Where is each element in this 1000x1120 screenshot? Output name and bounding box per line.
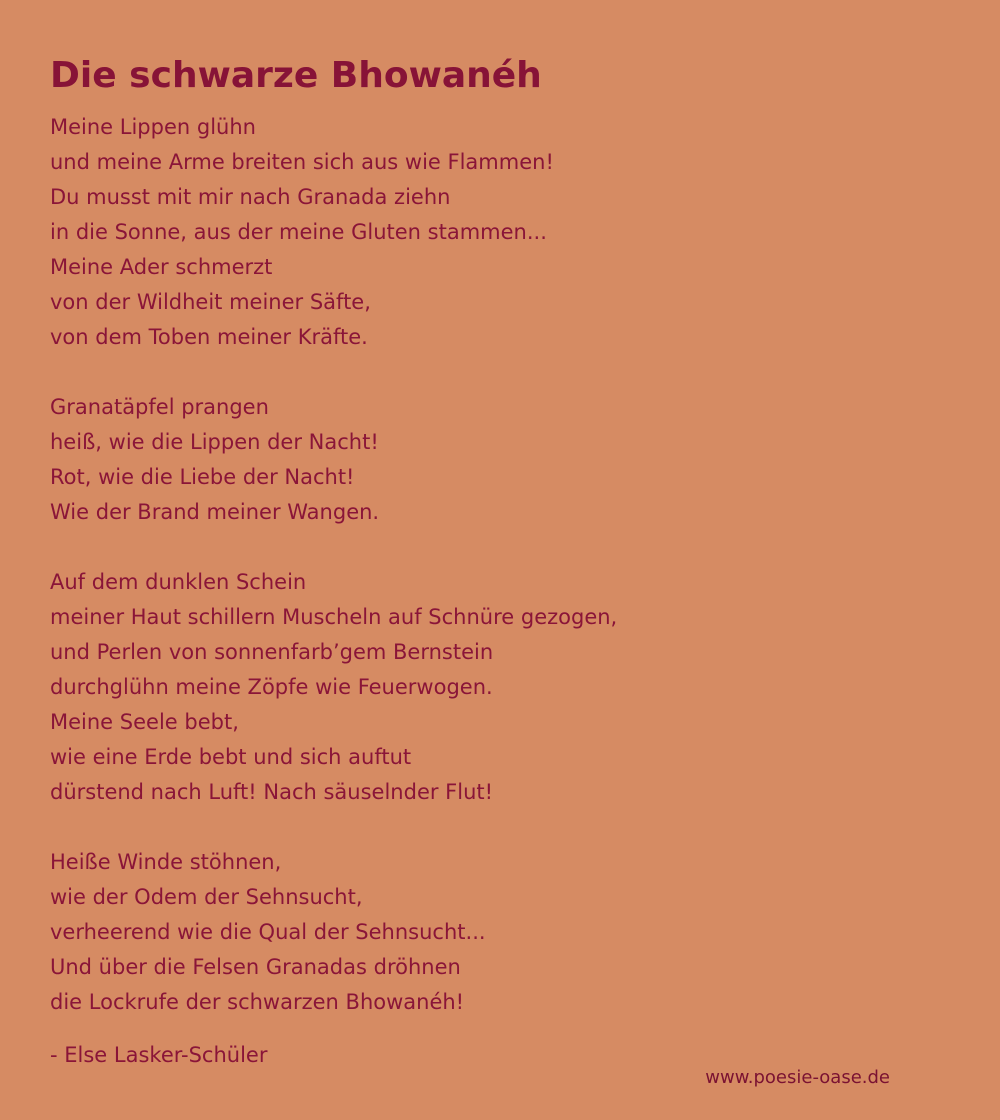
stanza-3 [50, 565, 617, 810]
poem-line: und Perlen von sonnenfarb’gem Bernstein [50, 640, 494, 664]
poem-line: verheerend wie die Qual der Sehnsucht... [50, 920, 486, 944]
poem-title: Die schwarze Bhowanéh [50, 55, 542, 96]
poem-line: heiß, wie die Lippen der Nacht! [50, 430, 379, 454]
stanza-divider [50, 530, 617, 565]
poem-line: Meine Seele bebt, [50, 710, 239, 734]
poem-line: von der Wildheit meiner Säfte, [50, 290, 371, 314]
poem-line: Meine Ader schmerzt [50, 255, 273, 279]
poem-line: dürstend nach Luft! Nach säuselnder Flut! [50, 780, 494, 804]
stanza-4 [50, 845, 617, 1020]
poem-author: - Else Lasker-Schüler [50, 1043, 268, 1067]
poem-line: von dem Toben meiner Kräfte. [50, 325, 368, 349]
stanza-2 [50, 390, 617, 530]
website-credit: www.poesie-oase.de [705, 1067, 890, 1088]
poem-line: Wie der Brand meiner Wangen. [50, 500, 380, 524]
poem-line: wie eine Erde bebt und sich auftut [50, 745, 412, 769]
poem-body [50, 110, 617, 1020]
stanza-divider [50, 810, 617, 845]
poem-line: meiner Haut schillern Muscheln auf Schnüre gezogen, [50, 605, 618, 629]
stanza-divider [50, 355, 617, 390]
poem-line: Und über die Felsen Granadas dröhnen [50, 955, 461, 979]
poem-line: in die Sonne, aus der meine Gluten stammen... [50, 220, 547, 244]
poem-line: die Lockrufe der schwarzen Bhowanéh! [50, 990, 465, 1014]
poem-line: Heiße Winde stöhnen, [50, 850, 282, 874]
poem-line: und meine Arme breiten sich aus wie Flammen! [50, 150, 554, 174]
poem-line: Granatäpfel prangen [50, 395, 269, 419]
stanza-1 [50, 110, 617, 355]
poem-line: Auf dem dunklen Schein [50, 570, 307, 594]
poem-line: Rot, wie die Liebe der Nacht! [50, 465, 355, 489]
poem-line: durchglühn meine Zöpfe wie Feuerwogen. [50, 675, 493, 699]
poem-line: Du musst mit mir nach Granada ziehn [50, 185, 451, 209]
poem-line: wie der Odem der Sehnsucht, [50, 885, 363, 909]
poem-line: Meine Lippen glühn [50, 115, 256, 139]
